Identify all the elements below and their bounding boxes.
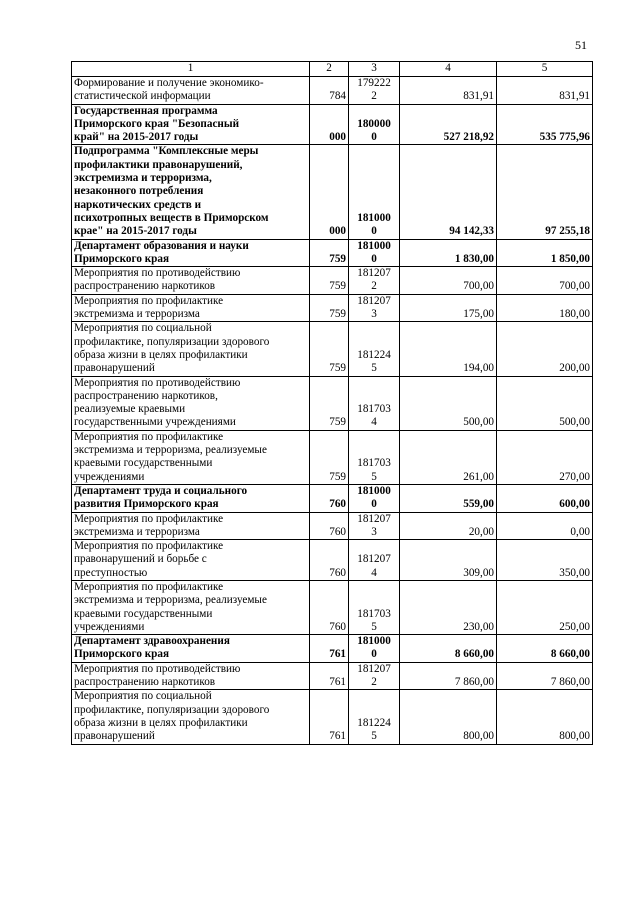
row-name-cell: Департамент здравоохранения Приморского края [72,635,310,663]
row-code-cell: 759 [310,294,349,322]
row-value-col4-cell: 7 860,00 [400,662,497,690]
row-code-cell: 000 [310,145,349,239]
row-value-col4-cell: 1 830,00 [400,239,497,267]
row-value-col4-cell: 261,00 [400,430,497,484]
table-row [72,662,593,690]
row-csr-cell: 181224 5 [349,322,400,376]
table-row [72,322,593,376]
row-code-cell: 760 [310,540,349,581]
row-csr-cell: 181703 5 [349,430,400,484]
row-csr-cell: 181703 5 [349,580,400,634]
table-row [72,512,593,540]
row-value-col5-cell: 0,00 [497,512,593,540]
row-value-col5-cell: 200,00 [497,322,593,376]
row-csr-cell: 181207 4 [349,540,400,581]
row-value-col4-cell: 175,00 [400,294,497,322]
column-header-2: 2 [310,62,349,77]
row-csr-cell: 181224 5 [349,690,400,744]
row-code-cell: 760 [310,580,349,634]
row-csr-cell: 181000 0 [349,145,400,239]
row-code-cell: 759 [310,239,349,267]
row-name-cell: Мероприятия по профилактике экстремизма и терроризма, реализуемые краевыми государственными учреждениями [72,430,310,484]
row-value-col4-cell: 194,00 [400,322,497,376]
row-name-cell: Формирование и получение экономико- статистической информации [72,77,310,105]
row-name-cell: Мероприятия по социальной профилактике, популяризации здорового образа жизни в целях профилактики правонарушений [72,690,310,744]
row-value-col4-cell: 8 660,00 [400,635,497,663]
row-csr-cell: 179222 2 [349,77,400,105]
row-value-col4-cell: 230,00 [400,580,497,634]
table-row [72,540,593,581]
row-value-col4-cell: 800,00 [400,690,497,744]
row-value-col5-cell: 500,00 [497,376,593,430]
row-csr-cell: 181207 3 [349,512,400,540]
row-value-col4-cell: 500,00 [400,376,497,430]
row-name-cell: Мероприятия по социальной профилактике, популяризации здорового образа жизни в целях профилактики правонарушений [72,322,310,376]
row-value-col5-cell: 800,00 [497,690,593,744]
table-body [72,77,593,745]
row-name-cell: Мероприятия по противодействию распространению наркотиков [72,662,310,690]
table-row [72,145,593,239]
page-number: 51 [575,38,587,52]
table-row [72,239,593,267]
row-code-cell: 760 [310,512,349,540]
row-value-col5-cell: 180,00 [497,294,593,322]
row-name-cell: Мероприятия по профилактике правонарушений и борьбе с преступностью [72,540,310,581]
row-code-cell: 759 [310,430,349,484]
row-value-col4-cell: 527 218,92 [400,104,497,145]
table-row [72,104,593,145]
row-name-cell: Государственная программа Приморского края "Безопасный край" на 2015-2017 годы [72,104,310,145]
row-code-cell: 759 [310,322,349,376]
row-value-col5-cell: 8 660,00 [497,635,593,663]
row-name-cell: Подпрограмма "Комплексные меры профилактики правонарушений, экстремизма и терроризма, незаконного потребления наркотических средств и психотропных веществ в Приморском крае" на 2015-2017 годы [72,145,310,239]
row-value-col4-cell: 309,00 [400,540,497,581]
row-value-col5-cell: 1 850,00 [497,239,593,267]
column-header-5: 5 [497,62,593,77]
table-header-row [72,62,593,77]
row-value-col4-cell: 700,00 [400,267,497,295]
row-csr-cell: 181703 4 [349,376,400,430]
row-name-cell: Мероприятия по профилактике экстремизма и терроризма, реализуемые краевыми государственными учреждениями [72,580,310,634]
row-value-col4-cell: 559,00 [400,484,497,512]
row-value-col5-cell: 97 255,18 [497,145,593,239]
table-row [72,376,593,430]
row-value-col4-cell: 20,00 [400,512,497,540]
row-code-cell: 000 [310,104,349,145]
row-code-cell: 759 [310,267,349,295]
column-header-3: 3 [349,62,400,77]
row-code-cell: 784 [310,77,349,105]
row-name-cell: Мероприятия по противодействию распространению наркотиков, реализуемые краевыми государственными учреждениями [72,376,310,430]
column-header-4: 4 [400,62,497,77]
row-value-col5-cell: 831,91 [497,77,593,105]
row-value-col5-cell: 600,00 [497,484,593,512]
row-code-cell: 761 [310,662,349,690]
table-row [72,267,593,295]
table-row [72,430,593,484]
row-value-col4-cell: 94 142,33 [400,145,497,239]
row-value-col5-cell: 250,00 [497,580,593,634]
row-name-cell: Мероприятия по профилактике экстремизма и терроризма [72,512,310,540]
row-csr-cell: 181000 0 [349,635,400,663]
table-row [72,690,593,744]
table-row [72,580,593,634]
row-value-col5-cell: 7 860,00 [497,662,593,690]
row-code-cell: 759 [310,376,349,430]
row-csr-cell: 180000 0 [349,104,400,145]
row-value-col4-cell: 831,91 [400,77,497,105]
row-csr-cell: 181000 0 [349,484,400,512]
row-name-cell: Мероприятия по профилактике экстремизма и терроризма [72,294,310,322]
row-value-col5-cell: 535 775,96 [497,104,593,145]
row-code-cell: 760 [310,484,349,512]
row-name-cell: Департамент труда и социального развития Приморского края [72,484,310,512]
table-row [72,635,593,663]
row-csr-cell: 181000 0 [349,239,400,267]
budget-table [71,61,593,745]
row-value-col5-cell: 700,00 [497,267,593,295]
column-header-1: 1 [72,62,310,77]
row-name-cell: Мероприятия по противодействию распространению наркотиков [72,267,310,295]
row-csr-cell: 181207 2 [349,267,400,295]
row-value-col5-cell: 270,00 [497,430,593,484]
row-code-cell: 761 [310,690,349,744]
row-value-col5-cell: 350,00 [497,540,593,581]
row-code-cell: 761 [310,635,349,663]
row-csr-cell: 181207 3 [349,294,400,322]
table-row [72,484,593,512]
table-row [72,294,593,322]
row-name-cell: Департамент образования и науки Приморского края [72,239,310,267]
row-csr-cell: 181207 2 [349,662,400,690]
table-row [72,77,593,105]
